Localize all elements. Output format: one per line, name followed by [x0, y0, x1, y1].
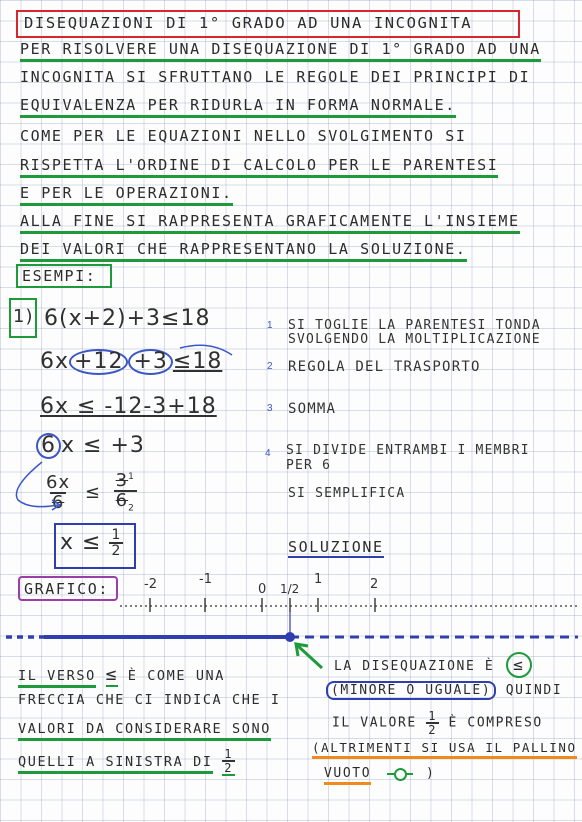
left-note-a-sinistra: QUELLI A SINISTRA DI	[18, 754, 213, 774]
fraction-denominator	[114, 490, 137, 514]
fraction-numerator: 1	[224, 747, 234, 761]
tick-label-2: 2	[370, 577, 379, 592]
intro-line-5: RISPETTA L'ORDINE DI CALCOLO PER LE PARENTESI	[20, 156, 498, 178]
intro-line-7: ALLA FINE SI RAPPRESENTA GRAFICAMENTE L'INSIEME	[20, 212, 520, 234]
math-line-5	[44, 472, 137, 514]
fraction-6x-over-6	[44, 471, 72, 513]
tick-label-minus-1: -1	[199, 572, 212, 587]
math-line-2-term-d: ≤18	[172, 349, 223, 374]
solution-lhs: x ≤	[60, 530, 102, 555]
intro-line-2: INCOGNITA SI SFRUTTANO LE REGOLE DEI PRINCIPI DI	[20, 68, 531, 86]
page-title: DISEQUAZIONI DI 1° GRADO AD UNA INCOGNITA	[24, 14, 473, 32]
right-note-line-4: (ALTRIMENTI SI USA IL PALLINO	[312, 740, 577, 759]
fraction-numerator: 6x	[46, 471, 71, 493]
green-pointer-arrow-icon	[298, 646, 322, 668]
right-note-line-3	[332, 710, 543, 736]
step-4-text: SI DIVIDE ENTRAMBI I MEMBRI	[286, 443, 530, 458]
right-note-line-2	[326, 683, 562, 698]
circled-term-12: +12	[69, 349, 128, 375]
right-note-e-compreso: È COMPRESO	[448, 715, 543, 731]
right-note-line-5	[324, 766, 435, 781]
filled-dot-icon	[285, 632, 295, 642]
tick-label-0: 0	[258, 582, 267, 597]
left-note-fraction	[222, 748, 235, 776]
right-note-vuoto: VUOTO	[324, 766, 371, 785]
step-number-2: 2	[267, 361, 273, 372]
left-note-line-2: FRECCIA CHE CI INDICA CHE I	[18, 692, 281, 708]
math-line-2	[40, 349, 222, 375]
math-line-5-relation: ≤	[84, 481, 101, 503]
fraction-denominator-value: 6	[115, 490, 129, 511]
left-note-line-4	[18, 748, 235, 776]
solution-label: SOLUZIONE	[288, 538, 384, 556]
tick-label-minus-2: -2	[144, 577, 157, 592]
right-note-quindi: QUINDI	[505, 683, 563, 698]
fraction-denominator	[50, 492, 66, 512]
step-1-text: SI TOGLIE LA PARENTESI TONDA	[288, 318, 541, 333]
examples-label: ESEMPI:	[22, 267, 97, 285]
right-note-line-1	[334, 652, 532, 678]
circled-less-equal-icon: ≤	[506, 652, 532, 678]
fraction-denominator: 2	[111, 543, 122, 559]
solution-expression	[60, 528, 123, 558]
example-number: 1)	[13, 306, 34, 327]
fraction-numerator-value: 3	[115, 470, 129, 491]
math-line-4	[36, 433, 145, 459]
grafico-label: GRAFICO:	[24, 580, 110, 598]
tick-label-half: 1/2	[280, 582, 300, 596]
step-number-4: 4	[265, 448, 271, 459]
step-5-text: SI SEMPLIFICA	[288, 486, 406, 501]
right-note-il-valore: IL VALORE	[332, 715, 417, 731]
step-2-text: REGOLA DEL TRASPORTO	[288, 359, 481, 375]
math-line-2-term-a: 6x	[40, 349, 70, 374]
green-arrowhead-icon	[296, 644, 308, 656]
fraction-3-over-6	[114, 472, 137, 514]
intro-line-4: COME PER LE EQUAZIONI NELLO SVOLGIMENTO SI	[20, 127, 467, 145]
circled-coefficient-6: 6	[36, 433, 61, 459]
empty-dot-circle	[394, 768, 407, 781]
left-note-come-una: È COME UNA	[127, 668, 226, 684]
right-note-fraction	[426, 710, 439, 736]
fraction-denominator-value: 6	[51, 491, 65, 513]
simplified-numerator: 1	[128, 472, 135, 482]
simplified-denominator: 2	[128, 503, 135, 514]
solution-fraction	[109, 528, 123, 558]
math-line-1: 6(x+2)+3≤18	[44, 306, 211, 331]
fraction-numerator: 1	[111, 527, 122, 543]
step-number-1: 1	[267, 320, 273, 331]
fraction-numerator	[114, 472, 137, 490]
empty-dot-icon	[387, 767, 413, 781]
right-note-closing-paren: )	[426, 766, 436, 781]
intro-line-3: EQUIVALENZA PER RIDURLA IN FORMA NORMALE.	[20, 96, 456, 118]
intro-line-6: E PER LE OPERAZIONI.	[20, 184, 233, 206]
step-1-text-2: SVOLGENDO LA MOLTIPLICAZIONE	[288, 332, 541, 347]
fraction-denominator: 2	[428, 723, 438, 737]
left-note-line-1	[18, 664, 225, 685]
intro-line-1: PER RISOLVERE UNA DISEQUAZIONE DI 1° GRADO AD UNA	[20, 40, 541, 62]
left-note-symbol: ≤	[105, 664, 118, 685]
left-note-line-3: VALORI DA CONSIDERARE SONO	[18, 721, 271, 741]
right-note-disequazione: LA DISEQUAZIONE È	[334, 659, 495, 674]
step-number-3: 3	[267, 403, 273, 414]
intro-line-8: DEI VALORI CHE RAPPRESENTANO LA SOLUZIONE.	[20, 240, 467, 262]
math-line-3: 6x ≤ -12-3+18	[40, 394, 217, 419]
step-3-text: SOMMA	[288, 401, 337, 417]
left-note-verso: IL VERSO	[18, 668, 96, 688]
fraction-denominator: 2	[224, 761, 234, 775]
circled-term-3: +3	[128, 349, 172, 375]
math-line-4-rest: x ≤ +3	[61, 433, 145, 458]
tick-label-1: 1	[314, 572, 323, 587]
right-note-minore-uguale: (MINORE O UGUALE)	[326, 681, 496, 700]
fraction-numerator: 1	[428, 709, 438, 723]
step-4-text-2: PER 6	[286, 458, 332, 473]
